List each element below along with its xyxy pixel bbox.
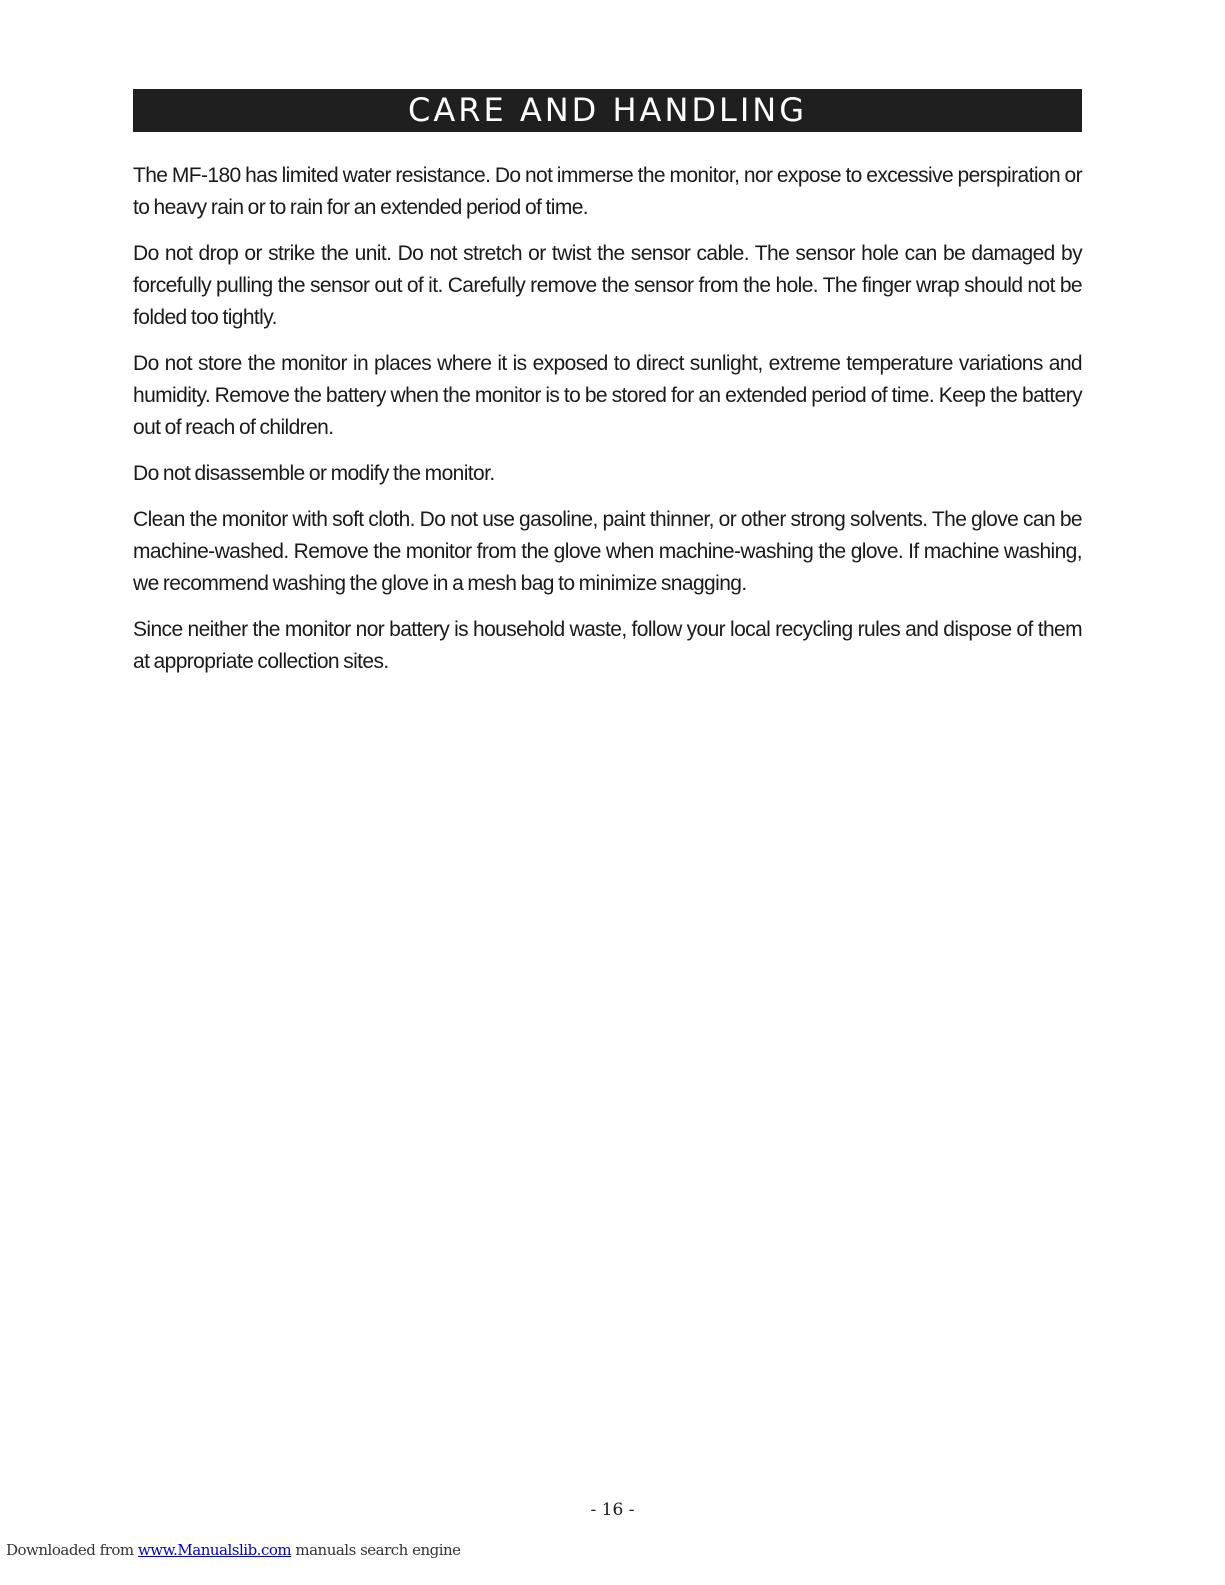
paragraph-water-resistance: The MF-180 has limited water resistance. Do not immerse the monitor, nor expose to excessive perspiration or to heavy rain or to rain for an extended period of time. [133, 164, 1082, 219]
care-instructions [133, 160, 1082, 692]
download-footer [6, 1541, 461, 1559]
paragraph-storage: Do not store the monitor in places where it is exposed to direct sunlight, extreme temperature variations and humidity. Remove the battery when the monitor is to be stored for an extended period of time. Keep the battery out of reach of children. [133, 352, 1082, 439]
paragraph-sensor-handling: Do not drop or strike the unit. Do not stretch or twist the sensor cable. The sensor hole can be damaged by forcefully pulling the sensor out of it. Carefully remove the sensor from the hole. The finger wrap should not be folded too tightly. [133, 242, 1082, 329]
manualslib-link[interactable]: www.Manualslib.com [137, 1541, 292, 1559]
paragraph-disposal: Since neither the monitor nor battery is household waste, follow your local recycling rules and dispose of them at appropriate collection sites. [133, 618, 1082, 673]
paragraph-disassembly: Do not disassemble or modify the monitor. [133, 462, 495, 485]
paragraph-cleaning: Clean the monitor with soft cloth. Do not use gasoline, paint thinner, or other strong solvents. The glove can be machine-washed. Remove the monitor from the glove when machine-washing the glove. If machine washing, we recommend washing the glove in a mesh bag to minimize snagging. [133, 508, 1082, 595]
footer-prefix: Downloaded from [6, 1541, 138, 1559]
page-number: - 16 - [590, 1500, 635, 1520]
footer-suffix: manuals search engine [291, 1541, 461, 1559]
page-title: CARE AND HANDLING [133, 89, 1082, 132]
